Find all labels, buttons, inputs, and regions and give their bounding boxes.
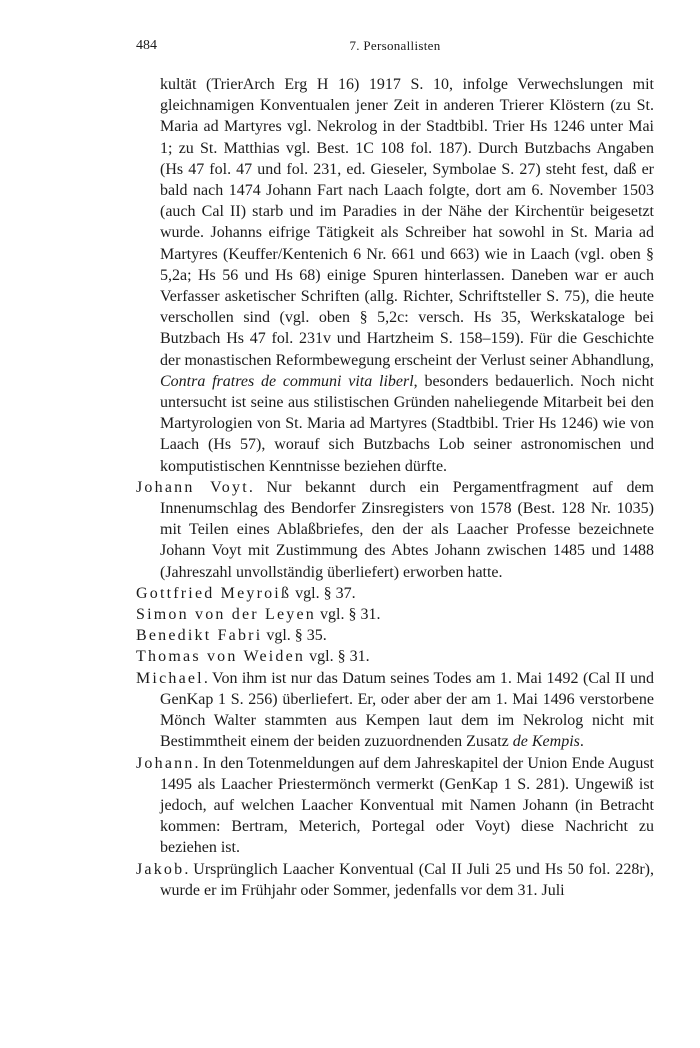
italic-title: Contra fratres de communi vita liberl xyxy=(160,372,414,390)
entry-johann xyxy=(136,753,654,859)
entry-name: Benedikt Fabri xyxy=(136,627,263,645)
italic-term: de Kempis xyxy=(512,733,580,751)
entry-name: Johann Voyt xyxy=(136,478,249,496)
body-text xyxy=(136,74,654,901)
entry-jakob xyxy=(136,859,654,901)
entry-text: . Nur bekannt durch ein Pergamentfragment auf dem Innenumschlag des Bendorfer Zinsregisters von 1578 (Best. 128 Nr. 1035) mit Teilen eines Ablaßbriefes, den der als Laacher Professe bezeichnete Johann Voyt mit Zustimmung des Abtes Johann zwischen 1485 und 1488 (Jahreszahl unvollständig überliefert) erworben hatte. xyxy=(160,478,654,581)
entry-text: . Von ihm ist nur das Datum seines Todes am 1. Mai 1492 (Cal II und GenKap 1 S. 256) überliefert. Er, oder aber der am 1. Mai 1496 verstorbene Mönch Walter stammten aus Kempen laut dem im Nekrolog nicht mit Bestimmtheit einem der beiden zuzuordnenden Zusatz xyxy=(160,669,654,751)
entry-text: vgl. § 31. xyxy=(305,648,370,666)
entry-name: Michael xyxy=(136,669,204,687)
entry-name: Thomas von Weiden xyxy=(136,648,306,666)
entry-text: vgl. § 37. xyxy=(291,584,356,602)
entry-text: . In den Totenmeldungen auf dem Jahreskapitel der Union Ende August 1495 als Laacher Priestermönch vermerkt (GenKap 1 S. 281). Ungewiß ist jedoch, auf welchen Laacher Konventual mit Namen Johann (in Betracht kommen: Bertram, Meterich, Portegal oder Voyt) diese Nachricht zu beziehen ist. xyxy=(160,754,654,857)
page-header xyxy=(136,38,654,58)
entry-text: . xyxy=(579,733,584,751)
entry-thomas-von-weiden xyxy=(136,646,654,667)
entry-gottfried-meyroiss xyxy=(136,583,654,604)
entry-benedikt-fabri xyxy=(136,625,654,646)
entry-simon-von-der-leyen xyxy=(136,604,654,625)
entry-text: , besonders bedauerlich. Noch nicht untersucht ist seine aus stilistischen Gründen naheliegende Mitarbeit bei den Martyrologien von St. Maria ad Martyres (Stadtbibl. Trier Hs 1246) wie von Laach (Hs 57), worauf sich Butzbachs Lob seiner astronomischen und komputistischen Kenntnisse beziehen dürfte. xyxy=(160,372,654,475)
entry-text: kultät (TrierArch Erg H 16) 1917 S. 10, infolge Verwechslungen mit gleichnamigen Konventualen jener Zeit in anderen Trierer Klöstern (zu St. Maria ad Martyres vgl. Nekrolog in der Stadtbibl. Trier Hs 1246 unter Mai 1; zu St. Matthias vgl. Best. 1C 108 fol. 187). Durch Butzbachs Angaben (Hs 47 fol. 47 und fol. 231, ed. Gieseler, Symbolae S. 27) steht fest, daß er bald nach 1474 Johann Fart nach Laach folgte, dort am 6. November 1503 (auch Cal II) starb und im Paradies in der Nähe der Kirchentür beigesetzt wurde. Johanns eifrige Tätigkeit als Schreiber hat sowohl in St. Maria ad Martyres (Keuffer/Kentenich 6 Nr. 661 und 663) wie in Laach (vgl. oben § 5,2a; Hs 56 und Hs 68) einige Spuren hinterlassen. Daneben war er auch Verfasser asketischer Schriften (allg. Richter, Schriftsteller S. 75), die heute verschollen sind (vgl. oben § 5,2c: versch. Hs 35, Werkskataloge bei Butzbach Hs 47 fol. 231v und Hartzheim S. 158–159). Für die Geschichte der monastischen Reformbewegung erscheint der Verlust seiner Abhandlung, xyxy=(160,76,654,369)
entry-name: Gottfried Meyroiß xyxy=(136,584,292,602)
entry-johann-voyt xyxy=(136,477,654,583)
entry-text: vgl. § 35. xyxy=(262,627,327,645)
running-title: 7. Personallisten xyxy=(349,38,441,53)
entry-name: Simon von der Leyen xyxy=(136,606,316,624)
entry-name: Johann xyxy=(136,754,195,772)
entry-continuation xyxy=(136,74,654,477)
entry-text: vgl. § 31. xyxy=(316,606,381,624)
page-number: 484 xyxy=(136,38,157,53)
entry-text: . Ursprünglich Laacher Konventual (Cal II Juli 25 und Hs 50 fol. 228r), wurde er im Frühjahr oder Sommer, jedenfalls vor dem 31. Juli xyxy=(160,860,654,899)
entry-name: Jakob xyxy=(136,860,185,878)
entry-michael xyxy=(136,668,654,753)
